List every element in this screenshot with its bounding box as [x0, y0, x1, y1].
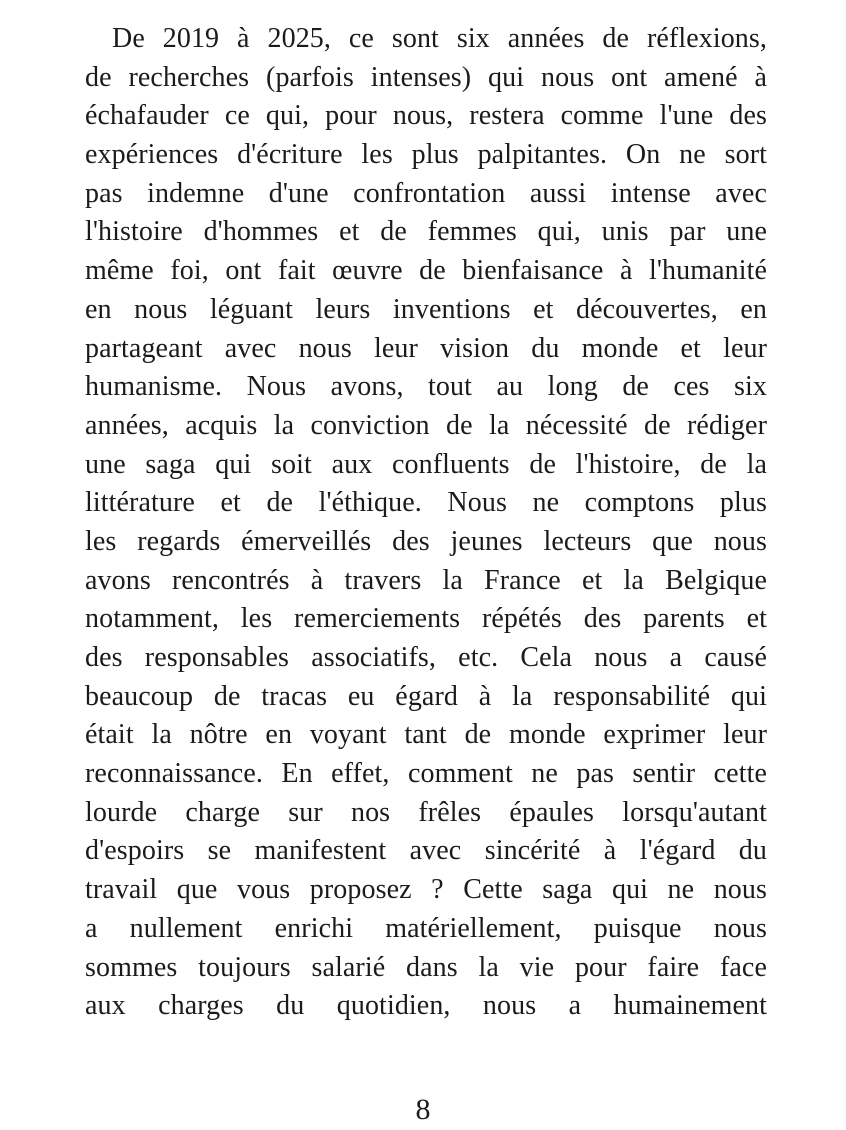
text-line: reconnaissance. En effet, comment ne pas sentir cette — [85, 758, 767, 790]
text-line: l'histoire d'hommes et de femmes qui, unis par une — [85, 216, 767, 248]
text-line: notamment, les remerciements répétés des parents et — [85, 603, 767, 635]
text-line: lourde charge sur nos frêles épaules lorsqu'autant — [85, 796, 767, 828]
text-line: pas indemne d'une confrontation aussi intense avec — [85, 177, 767, 209]
text-line: partageant avec nous leur vision du monde et leur — [85, 332, 767, 364]
text-line: beaucoup de tracas eu égard à la responsabilité qui — [85, 680, 767, 712]
page-number: 8 — [415, 1093, 431, 1126]
text-line: années, acquis la conviction de la nécessité de rédiger — [85, 409, 767, 441]
text-line: même foi, ont fait œuvre de bienfaisance à l'humanité — [85, 255, 767, 287]
text-line: sommes toujours salarié dans la vie pour faire face — [85, 951, 767, 983]
text-line: aux charges du quotidien, nous a humainement — [85, 990, 767, 1022]
text-line: de recherches (parfois intenses) qui nous ont amené à — [85, 61, 767, 93]
text-line: a nullement enrichi matériellement, puisque nous — [85, 912, 767, 944]
text-line: humanisme. Nous avons, tout au long de ces six — [85, 371, 767, 403]
text-line: échafauder ce qui, pour nous, restera comme l'une des — [85, 100, 767, 132]
text-line: littérature et de l'éthique. Nous ne comptons plus — [85, 487, 767, 519]
text-line: De 2019 à 2025, ce sont six années de réflexions, — [112, 23, 767, 54]
text-line: avons rencontrés à travers la France et la Belgique — [85, 564, 767, 596]
text-line: était la nôtre en voyant tant de monde exprimer leur — [85, 719, 767, 751]
text-line: travail que vous proposez ? Cette saga qui ne nous — [85, 874, 767, 906]
text-line: en nous léguant leurs inventions et découvertes, en — [85, 293, 767, 325]
text-line: des responsables associatifs, etc. Cela nous a causé — [85, 642, 767, 673]
body-text — [85, 20, 767, 1026]
text-line: expériences d'écriture les plus palpitantes. On ne sort — [85, 139, 767, 171]
text-line: une saga qui soit aux confluents de l'histoire, de la — [85, 448, 767, 480]
text-line: les regards émerveillés des jeunes lecteurs que nous — [85, 525, 767, 557]
text-line: d'espoirs se manifestent avec sincérité à l'égard du — [85, 835, 767, 867]
